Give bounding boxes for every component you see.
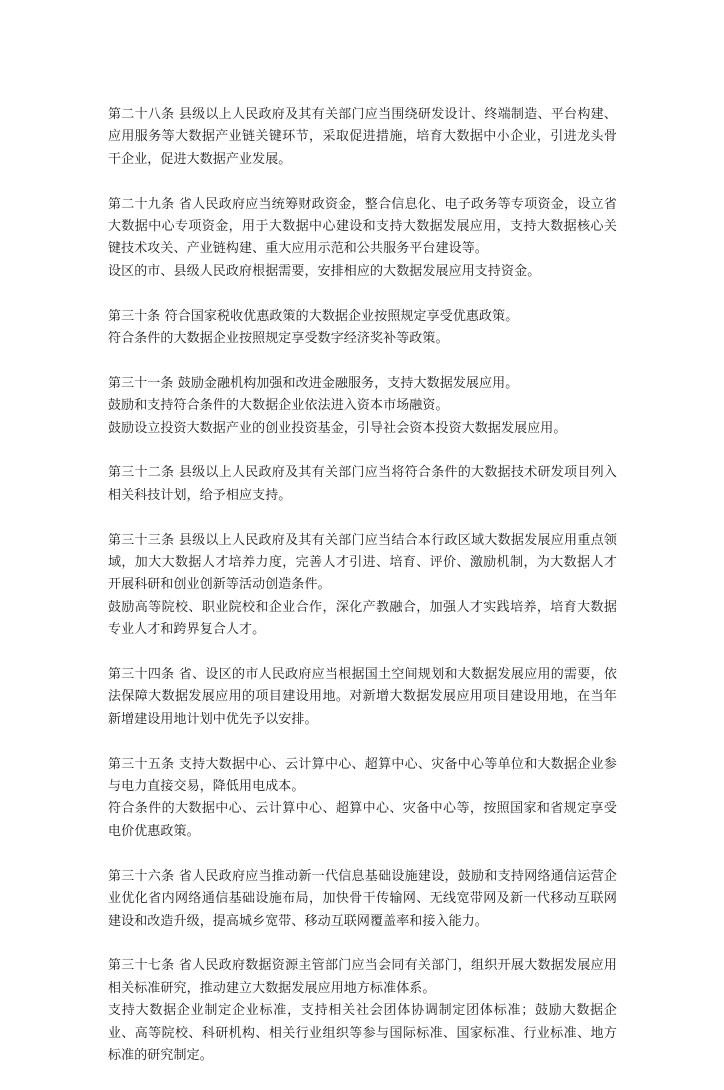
article-31	[108, 373, 617, 440]
article-30	[108, 306, 617, 351]
article-paragraph: 支持大数据企业制定企业标准，支持相关社会团体协调制定团体标准；鼓励大数据企业、高等院校、科研机构、相关行业组织等参与国际标准、国家标准、行业标准、地方标准的研究制定。	[108, 1003, 617, 1063]
article-paragraph: 鼓励高等院校、职业院校和企业合作，深化产教融合，加强人才实践培养，培育大数据专业人才和跨界复合人才。	[108, 599, 617, 638]
article-28	[108, 104, 617, 171]
article-29	[108, 194, 617, 284]
article-paragraph: 第二十八条 县级以上人民政府及其有关部门应当围绕研发设计、终端制造、平台构建、应用服务等大数据产业链关键环节，采取促进措施，培育大数据中小企业，引进龙头骨干企业，促进大数据产业发展。	[108, 107, 617, 167]
article-paragraph: 鼓励和支持符合条件的大数据企业依法进入资本市场融资。	[108, 398, 449, 414]
document-body	[108, 104, 617, 1090]
article-paragraph: 鼓励设立投资大数据产业的创业投资基金，引导社会资本投资大数据发展应用。	[108, 420, 567, 436]
article-36	[108, 866, 617, 933]
article-paragraph: 第三十二条 县级以上人民政府及其有关部门应当将符合条件的大数据技术研发项目列入相关科技计划，给予相应支持。	[108, 465, 617, 503]
article-paragraph: 第二十九条 省人民政府应当统筹财政资金，整合信息化、电子政务等专项资金，设立省大数据中心专项资金，用于大数据中心建设和支持大数据发展应用，支持大数据核心关键技术攻关、产业链构建、重大应用示范和公共服务平台建设等。	[108, 196, 617, 257]
article-paragraph: 符合条件的大数据企业按照规定享受数字经济奖补等政策。	[108, 331, 449, 347]
article-paragraph: 第三十一条 鼓励金融机构加强和改进金融服务，支持大数据发展应用。	[108, 375, 519, 391]
article-paragraph: 设区的市、县级人民政府根据需要，安排相应的大数据发展应用支持资金。	[108, 263, 541, 279]
article-32	[108, 462, 617, 507]
article-37	[108, 955, 617, 1067]
article-33	[108, 530, 617, 642]
article-paragraph: 第三十四条 省、设区的市人民政府应当根据国土空间规划和大数据发展应用的需要，依法保障大数据发展应用的项目建设用地。对新增大数据发展应用项目建设用地，在当年新增建设用地计划中优先予以安排。	[108, 667, 617, 727]
article-paragraph: 第三十条 符合国家税收优惠政策的大数据企业按照规定享受优惠政策。	[108, 308, 519, 324]
article-paragraph: 符合条件的大数据中心、云计算中心、超算中心、灾备中心等，按照国家和省规定享受电价优惠政策。	[108, 801, 617, 839]
article-35	[108, 754, 617, 844]
article-paragraph: 第三十七条 省人民政府数据资源主管部门应当会同有关部门，组织开展大数据发展应用相关标准研究，推动建立大数据发展应用地方标准体系。	[108, 958, 617, 996]
article-paragraph: 第三十三条 县级以上人民政府及其有关部门应当结合本行政区域大数据发展应用重点领域，加大大数据人才培养力度，完善人才引进、培育、评价、激励机制，为大数据人才开展科研和创业创新等活动创造条件。	[108, 532, 617, 593]
article-paragraph: 第三十五条 支持大数据中心、云计算中心、超算中心、灾备中心等单位和大数据企业参与电力直接交易，降低用电成本。	[108, 756, 617, 795]
article-paragraph: 第三十六条 省人民政府应当推动新一代信息基础设施建设，鼓励和支持网络通信运营企业优化省内网络通信基础设施布局，加快骨干传输网、无线宽带网及新一代移动互联网建设和改造升级，提高城乡宽带、移动互联网覆盖率和接入能力。	[108, 868, 617, 929]
article-34	[108, 664, 617, 731]
